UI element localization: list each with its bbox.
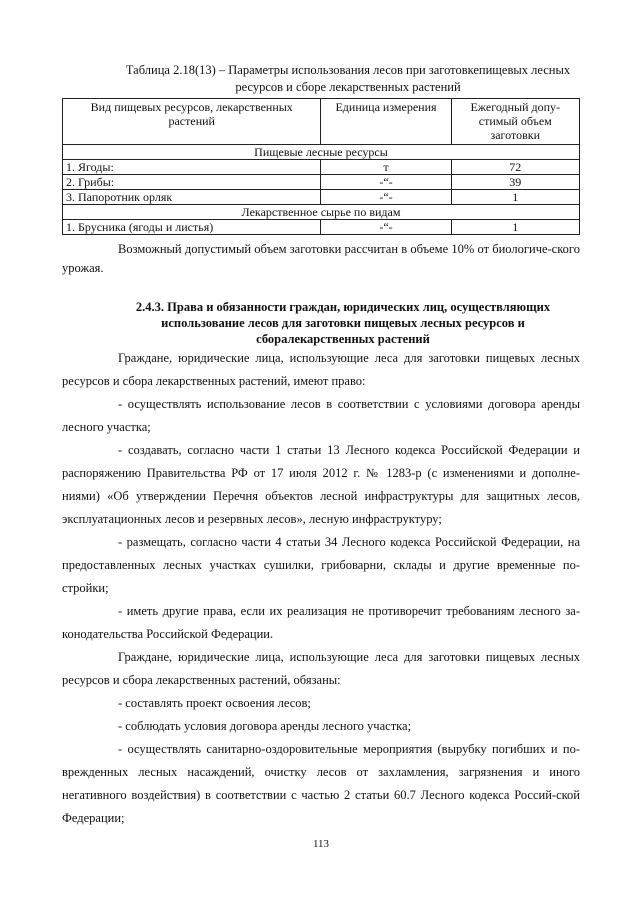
table-header-row xyxy=(63,99,580,145)
paragraph: - соблюдать условия договора аренды лесного участка; xyxy=(118,719,412,733)
header-resource-type: Вид пищевых ресурсов, лекарственных растений xyxy=(63,99,321,145)
cell-unit: т xyxy=(321,160,451,175)
paragraph: Граждане, юридические лица, использующие леса для заготовки пищевых лесных ресурсов и сбора лекарственных растений, имеют право: xyxy=(62,351,580,388)
section-food-resources: Пищевые лесные ресурсы xyxy=(63,145,580,160)
body-text xyxy=(62,347,580,830)
paragraph: - иметь другие права, если их реализация не противоречит требованиям лесного за-конодательства Российской Федерации. xyxy=(62,604,580,641)
paragraph: - размещать, согласно части 4 статьи 34 Лесного кодекса Российской Федерации, на предоставленных лесных участках сушилки, грибоварни, склады и другие временные по-стройки; xyxy=(62,535,580,595)
resources-table xyxy=(62,98,580,235)
table-section-row xyxy=(63,145,580,160)
cell-unit: -“- xyxy=(321,175,451,190)
cell-volume: 1 xyxy=(451,190,579,205)
cell-name: 1. Брусника (ягоды и листья) xyxy=(63,220,321,235)
table-row xyxy=(63,160,580,175)
table-row xyxy=(63,190,580,205)
cell-unit: -“- xyxy=(321,190,451,205)
table-row xyxy=(63,220,580,235)
section-medicinal-raw: Лекарственное сырье по видам xyxy=(63,205,580,220)
table-caption: Таблица 2.18(13) – Параметры использования лесов при заготовкепищевых лесных ресурсов и сборе лекарственных растений xyxy=(125,63,571,94)
paragraph: - создавать, согласно части 1 статьи 13 Лесного кодекса Российской Федерации и распоряжению Правительства РФ от 17 июля 2012 г. № 1283-р (с изменениями и дополне-ниями) «Об утверждении Перечня объектов лесной инфраструктуры для защитных лесов, эксплуатационных лесов и резервных лесов», лесную инфраструктуру; xyxy=(62,443,580,526)
paragraph: - осуществлять использование лесов в соответствии с условиями договора аренды лесного участка; xyxy=(62,397,580,434)
table-row xyxy=(63,175,580,190)
table-note: Возможный допустимый объем заготовки рассчитан в объеме 10% от биологиче-ского урожая. xyxy=(62,242,580,275)
cell-volume: 39 xyxy=(451,175,579,190)
section-heading: 2.4.3. Права и обязанности граждан, юридических лиц, осуществляющих использование лесов для заготовки пищевых лесных ресурсов и сборалекарственных растений xyxy=(135,300,551,346)
cell-name: 3. Папоротник орляк xyxy=(63,190,321,205)
paragraph: - осуществлять санитарно-оздоровительные мероприятия (вырубку погибших и по-врежденных лесных насаждений, очистку лесов от захламления, загрязнения и иного негативного воздействия) в соответствии с частью 2 статьи 60.7 Лесного кодекса Россий-ской Федерации; xyxy=(62,742,580,825)
cell-name: 2. Грибы: xyxy=(63,175,321,190)
cell-name: 1. Ягоды: xyxy=(63,160,321,175)
header-annual-volume: Ежегодный допу-стимый объем заготовки xyxy=(451,99,579,145)
cell-volume: 72 xyxy=(451,160,579,175)
page-number: 113 xyxy=(312,838,330,850)
header-unit: Единица измерения xyxy=(321,99,451,145)
cell-volume: 1 xyxy=(451,220,579,235)
paragraph: Граждане, юридические лица, использующие леса для заготовки пищевых лесных ресурсов и сбора лекарственных растений, обязаны: xyxy=(62,650,580,687)
table-section-row xyxy=(63,205,580,220)
paragraph: - составлять проект освоения лесов; xyxy=(118,696,311,710)
cell-unit: -“- xyxy=(321,220,451,235)
